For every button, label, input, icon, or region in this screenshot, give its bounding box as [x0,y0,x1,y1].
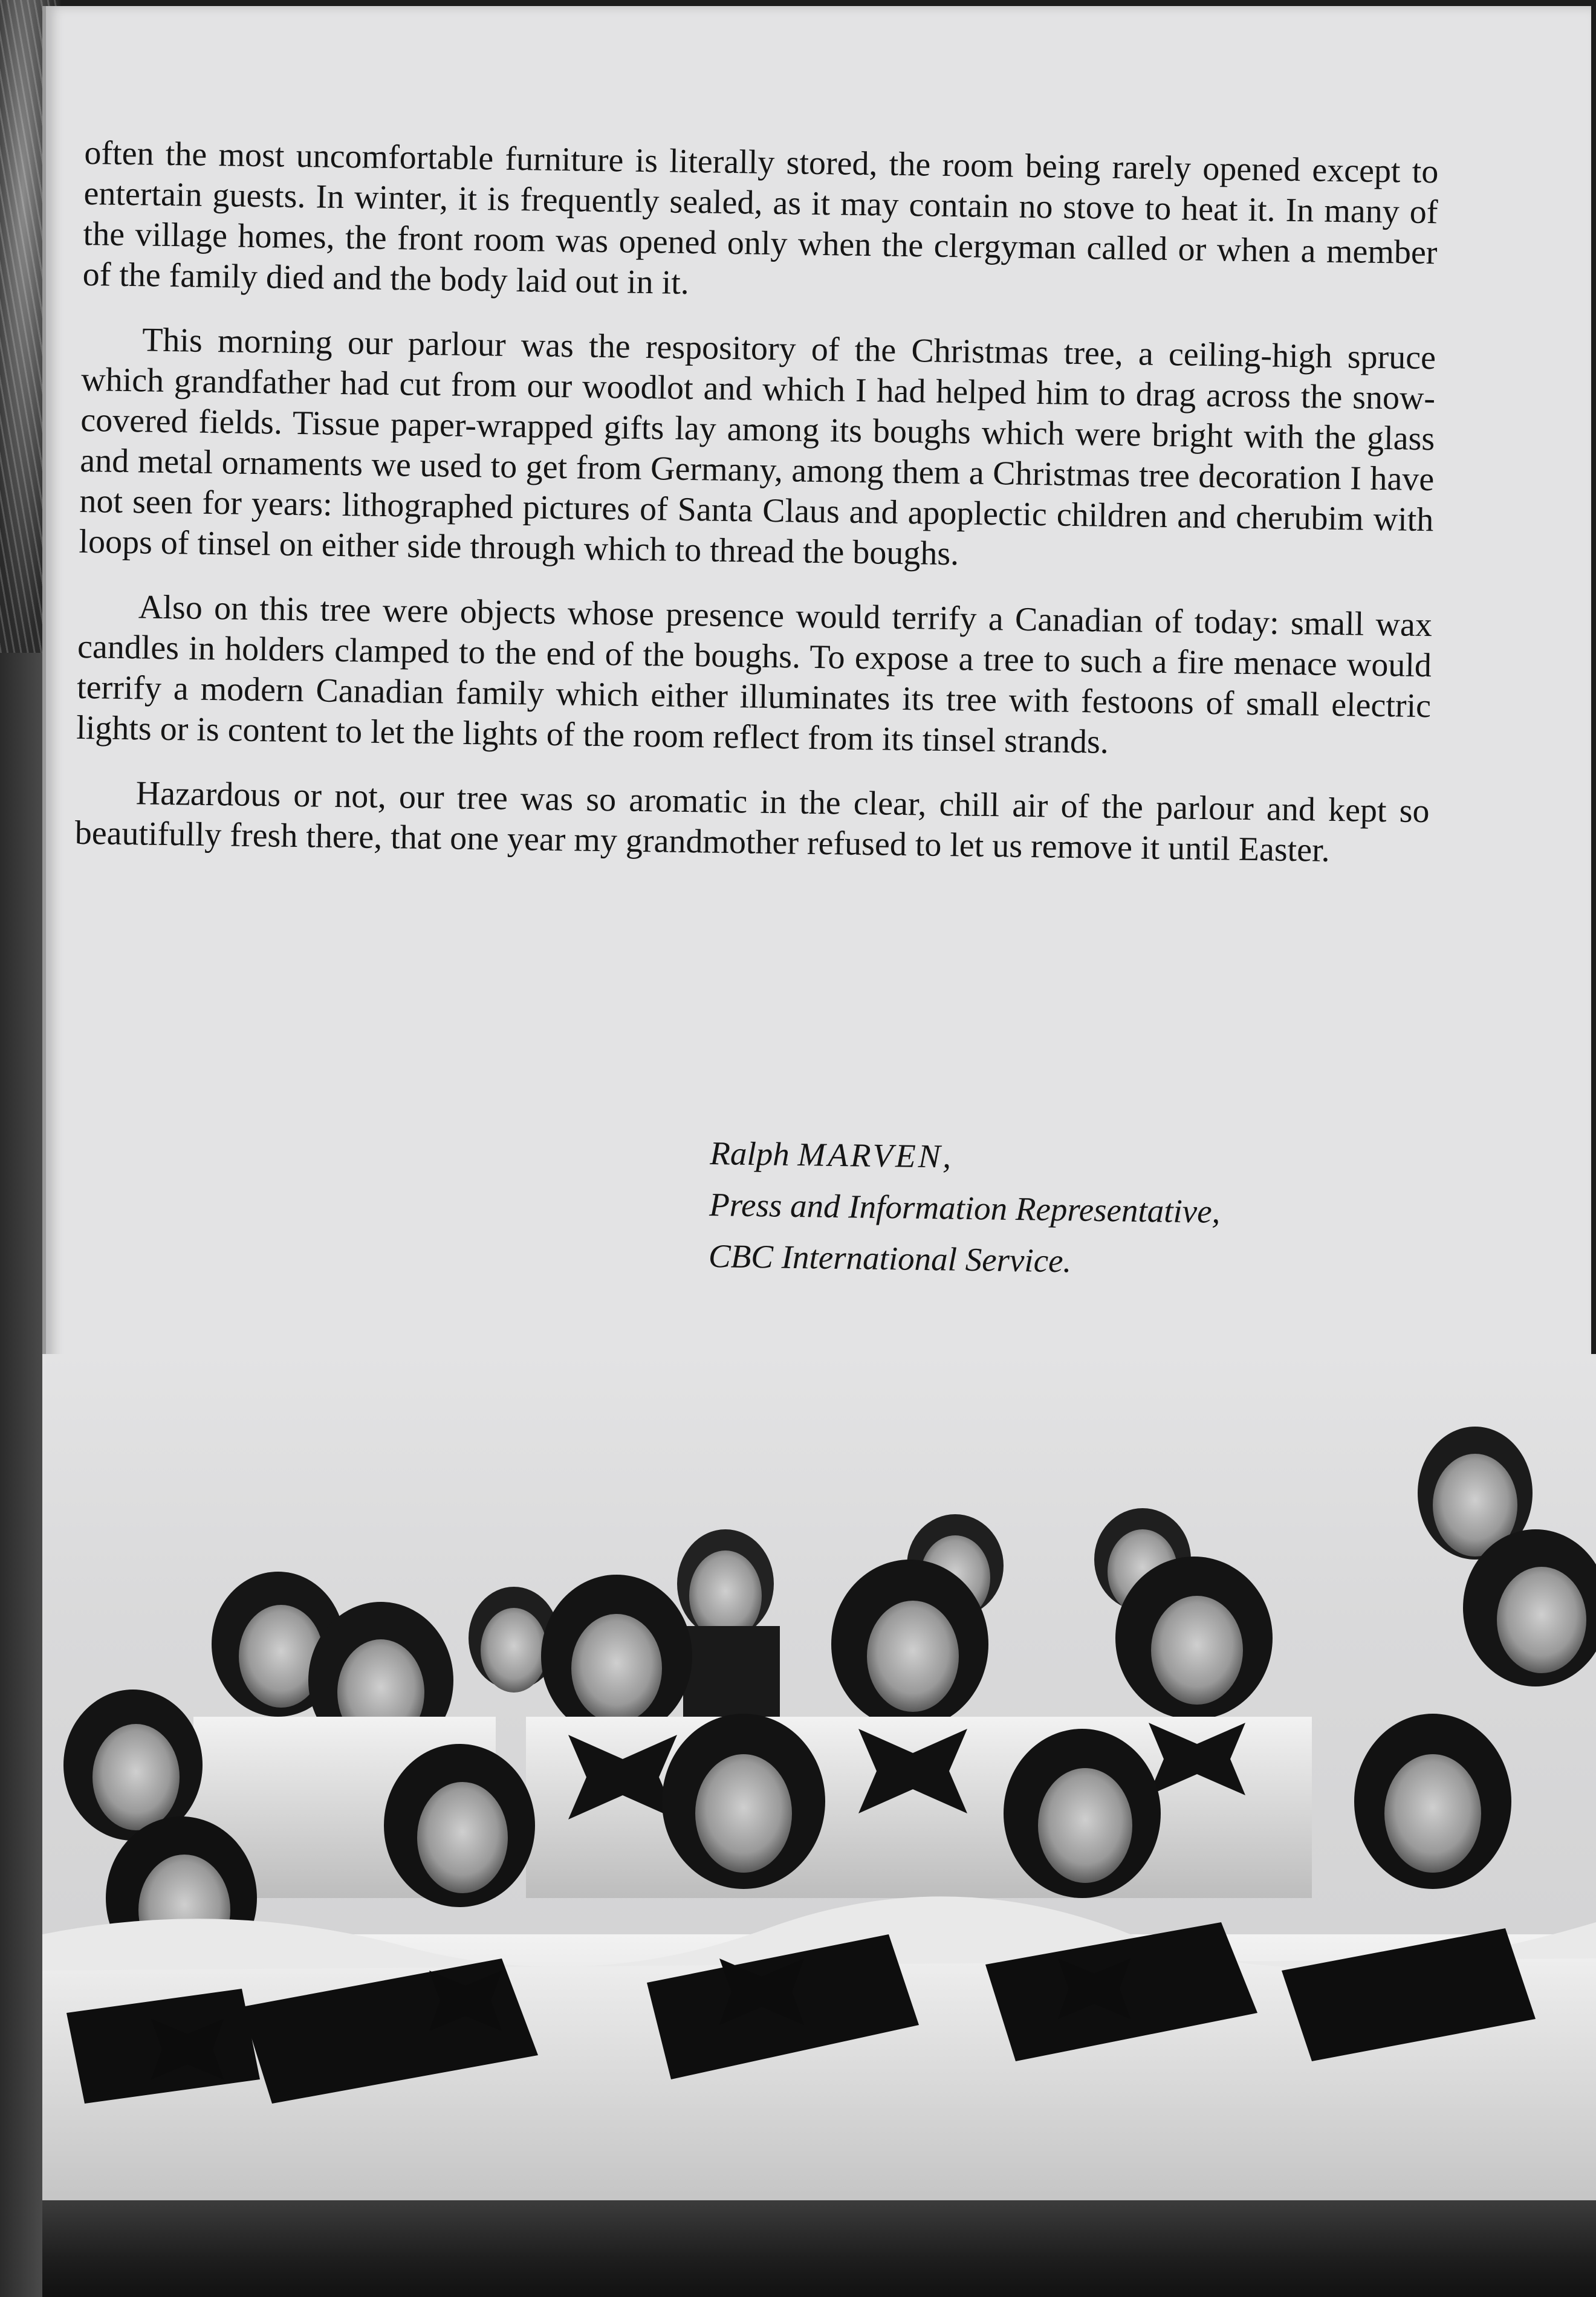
author-last-name: MARVEN, [797,1136,954,1175]
article-paragraph: often the most uncomfortable furniture is literally stored, the room being rarely opened except to entertain guests. In winter, it is frequently sealed, as it may contain no stove to heat it. In many of the village homes, the front room was opened only when the clergyman called or when a member of the family died and the body laid out in it. [82,134,1439,302]
choir-loft-rail [42,2200,1596,2297]
author-signature [708,1127,1221,1289]
article-paragraph: Hazardous or not, our tree was so aromatic in the clear, chill air of the parlour and kept so beautifully fresh there, that one year my grandmother refused to let us remove it until Easter. [74,774,1430,869]
article-paragraph: Also on this tree were objects whose presence would terrify a Canadian of today: small wax candles in holders clamped to the end of the boughs. To expose a tree to such a fire menace would terrify a modern Canadian family which either illuminates its tree with festoons of small electric lights or is content to let the lights of the room reflect from its tinsel strands. [76,588,1433,761]
article-body [74,133,1439,896]
author-first-name: Ralph [709,1134,790,1173]
choir-photo [42,1354,1596,2249]
author-organization: CBC International Service. [708,1237,1072,1280]
author-name [710,1127,1221,1186]
article-paragraph: This morning our parlour was the respository of the Christmas tree, a ceiling-high spruce which grandfather had cut from our woodlot and which I had helped him to drag across the snow-covered fields. Tissue paper-wrapped gifts lay among its boughs which were bright with the glass and metal ornaments we used to get from Germany, among them a Christmas tree decoration I have not seen for years: lithographed pictures of Santa Claus and apoplectic children and cherubim with loops of tinsel on either side through which to thread the boughs. [79,321,1436,573]
author-title: Press and Information Representative, [709,1185,1221,1230]
